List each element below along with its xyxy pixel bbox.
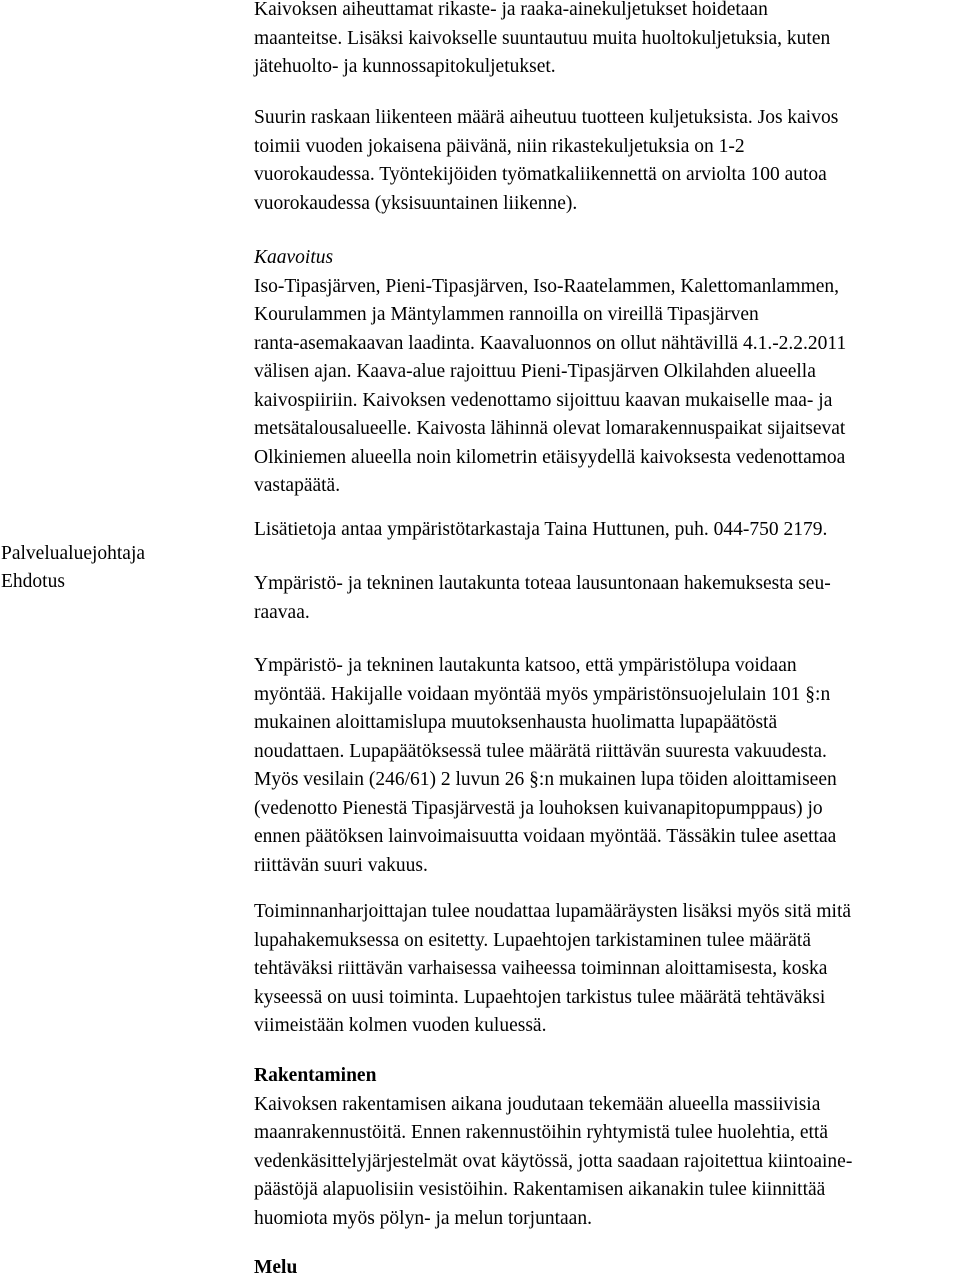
text-line: maanteitse. Lisäksi kaivokselle suuntautuu muita huoltokuljetuksia, kuten (254, 27, 831, 49)
text-line: toimii vuoden jokaisena päivänä, niin rikastekuljetuksia on 1-2 (254, 135, 745, 157)
text-line: vedenkäsittelyjärjestelmät ovat käytössä, jotta saadaan rajoitettua kiintoaine- (254, 1150, 853, 1172)
text-line: raavaa. (254, 601, 310, 623)
role-label: Palvelualuejohtaja (1, 543, 146, 564)
section-kaavoitus (254, 244, 960, 501)
text-line: vastapäätä. (254, 475, 341, 496)
text-line: kaivospiiriin. Kaivoksen vedenottamo sijoittuu kaavan mukaiselle maa- ja (254, 389, 833, 411)
section-heading: Melu (254, 1257, 298, 1278)
text-line: Ympäristö- ja tekninen lautakunta toteaa lausuntonaan hakemuksesta seu- (254, 573, 831, 594)
text-line: Kourulammen ja Mäntylammen rannoilla on vireillä Tipasjärven (254, 304, 759, 325)
text-line: Kaivoksen aiheuttamat rikaste- ja raaka-ainekuljetukset hoidetaan (254, 0, 768, 20)
text-line: välisen ajan. Kaava-alue rajoittuu Pieni-Tipasjärven Olkilahden alueella (254, 361, 816, 382)
text-line: Lisätietoja antaa ympäristötarkastaja Taina Huttunen, puh. 044-750 2179. (254, 519, 828, 540)
text-line: jätehuolto- ja kunnossapitokuljetukset. (254, 56, 556, 77)
text-line: viimeistään kolmen vuoden kuluessä. (254, 1015, 547, 1036)
text-line: Olkiniemen alueella noin kilometrin etäisyydellä kaivoksesta vedenottamoa (254, 446, 846, 468)
text-line: päästöjä alapuolisiin vesistöihin. Rakentamisen aikanakin tulee kiinnittää (254, 1179, 826, 1200)
paragraph-heavy-traffic (254, 104, 960, 218)
text-line: huomiota myös pölyn- ja melun torjuntaan. (254, 1207, 592, 1229)
text-line: vuorokaudessa. Työntekijöiden työmatkaliikennettä on arviolta 100 autoa (254, 164, 827, 185)
text-line: Suurin raskaan liikenteen määrä aiheutuu tuotteen kuljetuksista. Jos kaivos (254, 107, 839, 128)
text-line: tehtäväksi riittävän varhaisessa vaiheessa toiminnan aloittamisesta, koska (254, 958, 828, 979)
section-rakentaminen (254, 1062, 960, 1233)
section-heading: Rakentaminen (254, 1065, 377, 1086)
section-melu (254, 1254, 960, 1283)
text-line: Ympäristö- ja tekninen lautakunta katsoo, että ympäristölupa voidaan (254, 655, 797, 676)
left-column (1, 540, 241, 596)
section-heading: Kaavoitus (254, 247, 334, 268)
text-line: Iso-Tipasjärven, Pieni-Tipasjärven, Iso-Raatelammen, Kalettomanlammen, (254, 275, 840, 297)
text-line: ennen päätöksen lainvoimaisuutta voidaan myöntää. Tässäkin tulee asettaa (254, 826, 837, 847)
text-line: Toiminnanharjoittajan tulee noudattaa lupamääräysten lisäksi myös sitä mitä (254, 901, 852, 922)
text-line: myöntää. Hakijalle voidaan myöntää myös ympäristönsuojelulain 101 §:n (254, 683, 831, 705)
text-line: noudattaen. Lupapäätöksessä tulee määrätä riittävän suuresta vakuudesta. (254, 740, 827, 762)
text-line: maanrakennustöitä. Ennen rakennustöihin ryhtymistä tulee huolehtia, että (254, 1122, 829, 1143)
text-line: vuorokaudessa (yksisuuntainen liikenne). (254, 192, 578, 214)
proposal-label: Ehdotus (1, 571, 65, 592)
text-line: ranta-asemakaavan laadinta. Kaavaluonnos on ollut nähtävillä 4.1.-2.2.2011 (254, 332, 847, 354)
text-line: riittävän suuri vakuus. (254, 854, 428, 876)
text-line: metsätalousalueelle. Kaivosta lähinnä olevat lomarakennuspaikat sijaitsevat (254, 418, 846, 439)
paragraph-operator (254, 898, 960, 1041)
text-line: (vedenotto Pienestä Tipasjärvestä ja louhoksen kuivanapitopumppaus) jo (254, 797, 823, 819)
paragraph-contact (254, 516, 960, 545)
text-line: lupahakemuksessa on esitetty. Lupaehtojen tarkistaminen tulee määrätä (254, 929, 811, 951)
text-line: mukainen aloittamislupa muutoksenhausta huolimatta lupapäätöstä (254, 712, 778, 733)
paragraph-transport (254, 0, 960, 82)
text-line: Kaivoksen rakentamisen aikana joudutaan tekemään alueella massiivisia (254, 1093, 821, 1115)
paragraph-permit (254, 652, 960, 880)
paragraph-statement-intro (254, 570, 960, 627)
text-line: kyseessä on uusi toiminta. Lupaehtojen tarkistus tulee määrätä tehtäväksi (254, 986, 826, 1008)
text-line: Myös vesilain (246/61) 2 luvun 26 §:n mukainen lupa töiden aloittamiseen (254, 769, 837, 790)
